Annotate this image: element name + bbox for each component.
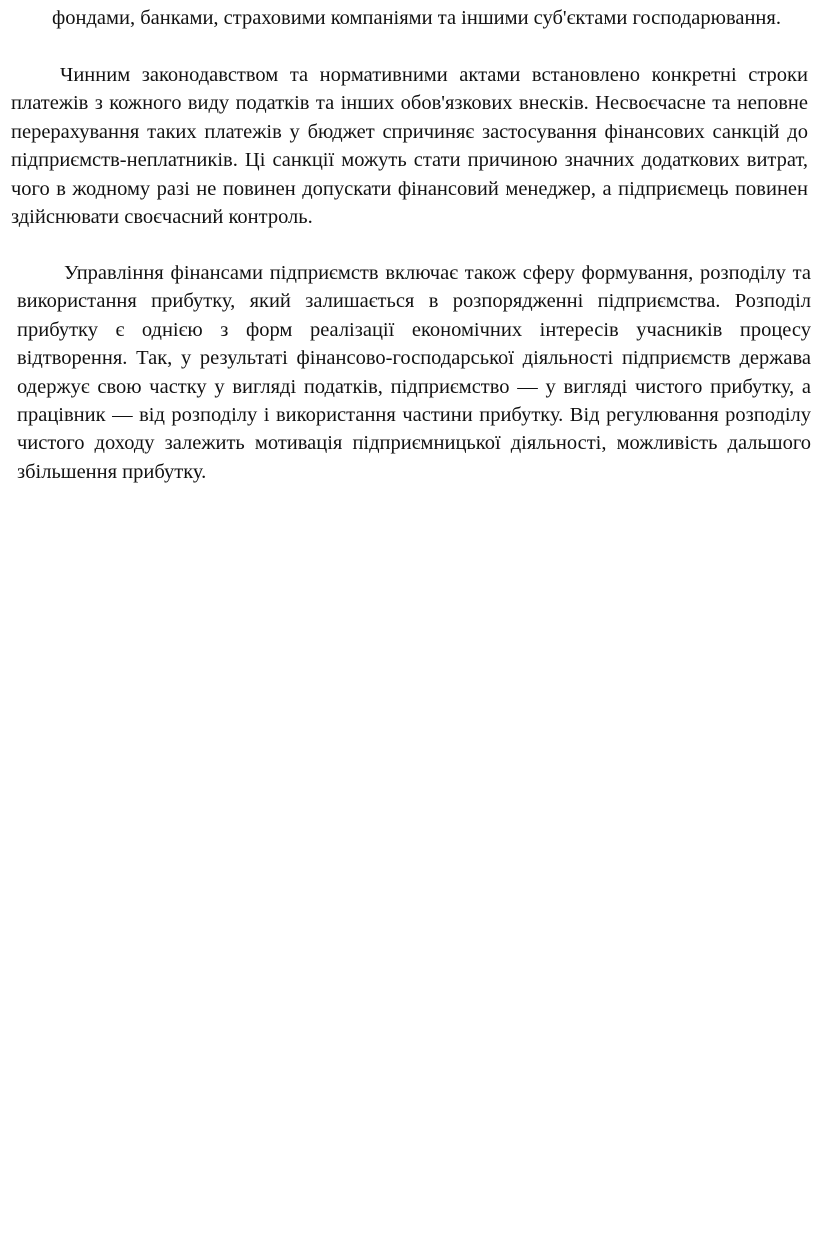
paragraph-tax-payments: Чинним законодавством та нормативними актами встановлено конкретні строки платежів з кожного виду податків та інших обов'язкових внесків. Несвоєчасне та неповне перерахування таких платежів у бюджет спричиняє застосування фінансових санкцій до підприємств-неплатників. Ці санкції можуть стати причиною значних додаткових витрат, чого в жодному разі не повинен допускати фінансовий менеджер, а підприємець повинен здійснювати своєчасний контроль.	[11, 64, 808, 229]
paragraph-continuation: фондами, банками, страховими компаніями та іншими суб'єктами господарювання.	[52, 7, 781, 29]
paragraph-profit-distribution: Управління фінансами підприємств включає також сферу формування, розподілу та використання прибутку, який залишається в розпорядженні підприємства. Розподіл прибутку є однією з форм реалізації економічних інтересів учасників процесу відтворення. Так, у результаті фінансово-господарської діяльності підприємств держава одержує свою частку у вигляді податків, підприємство — у вигляді чистого прибутку, а працівник — від розподілу і використання частини прибутку. Від регулювання розподілу чистого доходу залежить мотивація підприємницької діяльності, можливість дальшого збільшення прибутку.	[17, 262, 811, 483]
